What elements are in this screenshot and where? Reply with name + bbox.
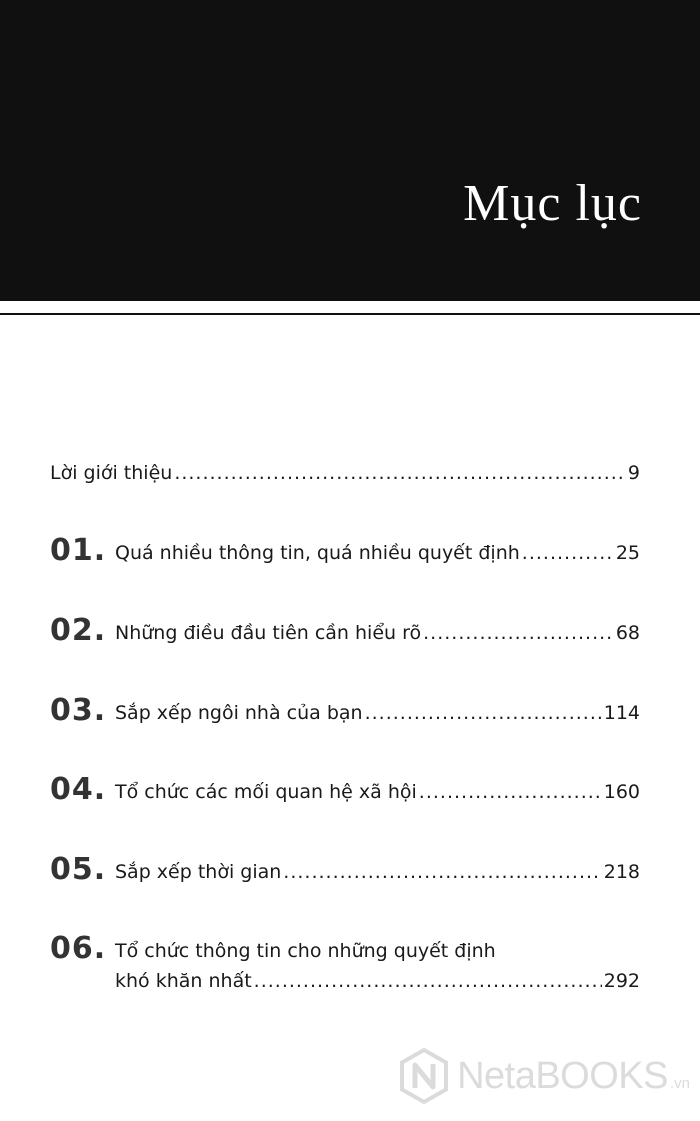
- toc-line: [115, 970, 640, 992]
- netabooks-logo-icon: [399, 1048, 449, 1104]
- toc-leader-dots: [419, 781, 602, 803]
- toc-page-number: 160: [603, 781, 640, 803]
- page-title: Mục lục: [463, 175, 642, 232]
- toc-item-title-continued: khó khăn nhất: [115, 970, 252, 992]
- toc-item-title: Lời giới thiệu: [50, 462, 173, 484]
- toc-line: [115, 622, 640, 644]
- toc-leader-dots: [254, 970, 602, 992]
- toc-item-title: Quá nhiều thông tin, quá nhiều quyết định: [115, 542, 520, 564]
- toc-leader-dots: [423, 622, 614, 644]
- toc-item-title: Tổ chức các mối quan hệ xã hội: [115, 781, 417, 803]
- toc-line: [115, 702, 640, 724]
- toc-leader-dots: [522, 542, 614, 564]
- toc-page-number: 68: [615, 622, 640, 644]
- toc-leader-dots: [283, 861, 601, 883]
- toc-line: [115, 542, 640, 564]
- toc-page-number: 218: [603, 861, 640, 883]
- toc-page-number: 292: [603, 970, 640, 992]
- chapter-number: 04.: [50, 772, 107, 807]
- chapter-number: 03.: [50, 693, 107, 728]
- toc-item-title: Sắp xếp thời gian: [115, 861, 282, 883]
- toc-leader-dots: [365, 702, 602, 724]
- toc-item-title: Những điều đầu tiên cần hiểu rõ: [115, 622, 422, 644]
- toc-page-number: 9: [627, 462, 640, 484]
- watermark-suffix: .vn: [669, 1074, 690, 1092]
- header-divider: [0, 313, 700, 315]
- chapter-number: 06.: [50, 931, 107, 966]
- toc-leader-dots: [174, 462, 626, 484]
- chapter-number: 02.: [50, 613, 107, 648]
- toc-page-number: 114: [603, 702, 640, 724]
- chapter-number: 05.: [50, 852, 107, 887]
- chapter-number: 01.: [50, 533, 107, 568]
- toc-line: [115, 861, 640, 883]
- toc-line: [115, 940, 640, 962]
- header-band: [0, 0, 700, 301]
- toc-item-title: Tổ chức thông tin cho những quyết định: [115, 940, 496, 962]
- toc-page-number: 25: [615, 542, 640, 564]
- toc-item-intro[interactable]: [50, 462, 640, 484]
- watermark: [399, 1048, 690, 1104]
- toc-line: [115, 781, 640, 803]
- watermark-brand: NetaBOOKS: [457, 1054, 668, 1097]
- toc-item-title: Sắp xếp ngôi nhà của bạn: [115, 702, 363, 724]
